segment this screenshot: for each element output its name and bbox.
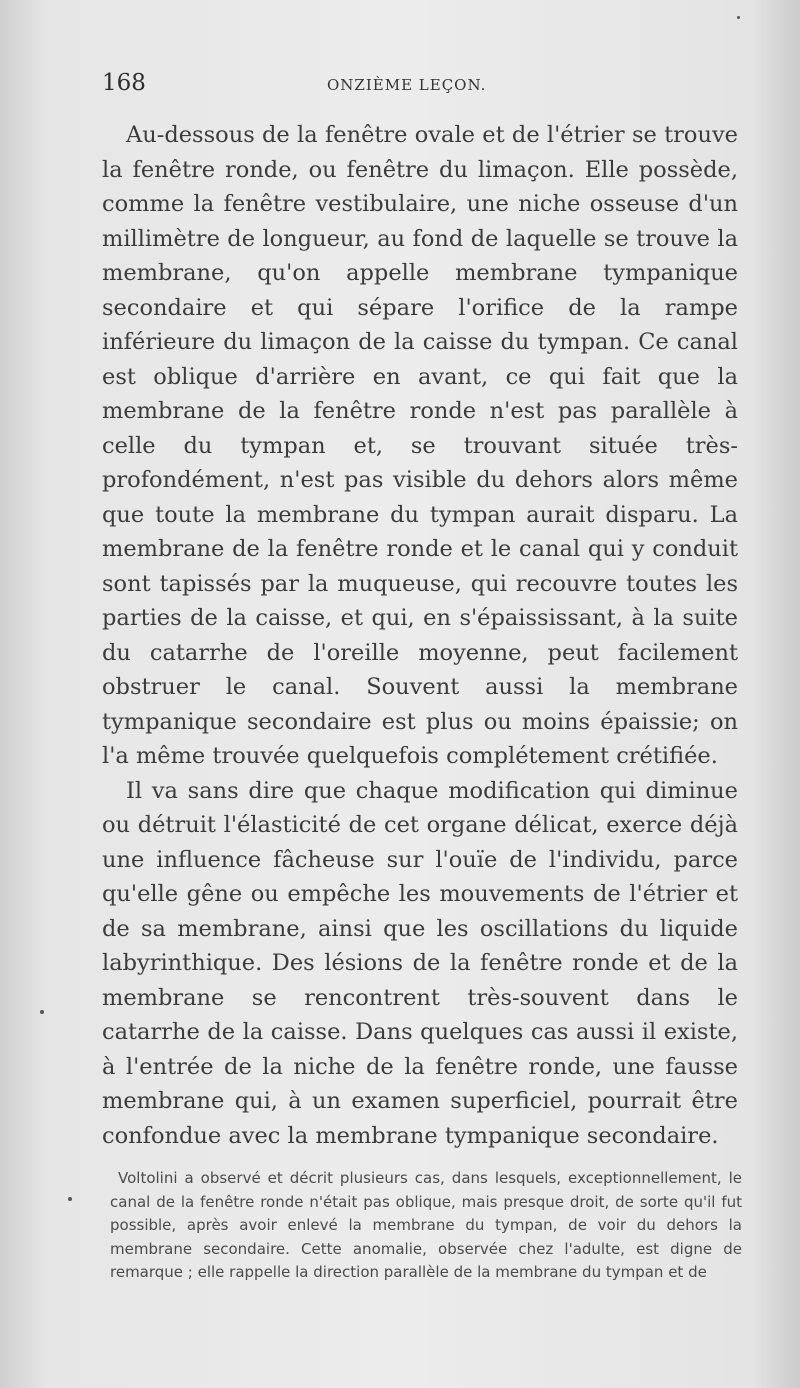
page-number: 168 <box>102 70 146 96</box>
paper-speck <box>737 16 740 19</box>
footnote-text: Voltolini a observé et décrit plusieurs cas, dans lesquels, exceptionnellement, le canal de la fenêtre ronde n'était pas oblique, mais presque droit, de sorte qu'il fut possible, après avoir enlevé la membrane du tympan, de voir du dehors la membrane secondaire. Cette anomalie, observée chez l'adulte, est digne de remarque ; elle rappelle la direction parallèle de la membrane du tympan et de <box>110 1169 742 1281</box>
paragraph-round-window: Au-dessous de la fenêtre ovale et de l'étrier se trouve la fenêtre ronde, ou fenêtre du limaçon. Elle possède, comme la fenêtre vestibulaire, une niche osseuse d'un millimètre de longueur, au fond de laquelle se trouve la membrane, qu'on appelle membrane tympanique secondaire et qui sépare l'orifice de la rampe inférieure du limaçon de la caisse du tympan. Ce canal est oblique d'arrière en avant, ce qui fait que la membrane de la fenêtre ronde n'est pas parallèle à celle du tympan et, se trouvant située très-profondément, n'est pas visible du dehors alors même que toute la membrane du tympan aurait disparu. La membrane de la fenêtre ronde et le canal qui y conduit sont tapissés par la muqueuse, qui recouvre toutes les parties de la caisse, et qui, en s'épaississant, à la suite du catarrhe de l'oreille moyenne, peut facilement obstruer le canal. Souvent aussi la membrane tympanique secondaire est plus ou moins épaissie; on l'a même trouvée quelquefois complétement crétifiée. <box>102 122 738 769</box>
paper-speck <box>68 1197 72 1201</box>
main-text <box>102 118 738 1153</box>
paragraph-elasticity: Il va sans dire que chaque modification qui diminue ou détruit l'élasticité de cet organe délicat, exerce déjà une influence fâcheuse sur l'ouïe de l'individu, parce qu'elle gêne ou empêche les mouvements de l'étrier et de sa membrane, ainsi que les oscillations du liquide labyrinthique. Des lésions de la fenêtre ronde et de la membrane se rencontrent très-souvent dans le catarrhe de la caisse. Dans quelques cas aussi il existe, à l'entrée de la niche de la fenêtre ronde, une fausse membrane qui, à un examen superficiel, pourrait être confondue avec la membrane tympanique secondaire. <box>102 777 738 1149</box>
page-header <box>102 70 738 104</box>
paper-speck <box>40 1010 44 1014</box>
running-head: ONZIÈME LEÇON. <box>327 76 487 94</box>
footnote <box>110 1167 742 1285</box>
